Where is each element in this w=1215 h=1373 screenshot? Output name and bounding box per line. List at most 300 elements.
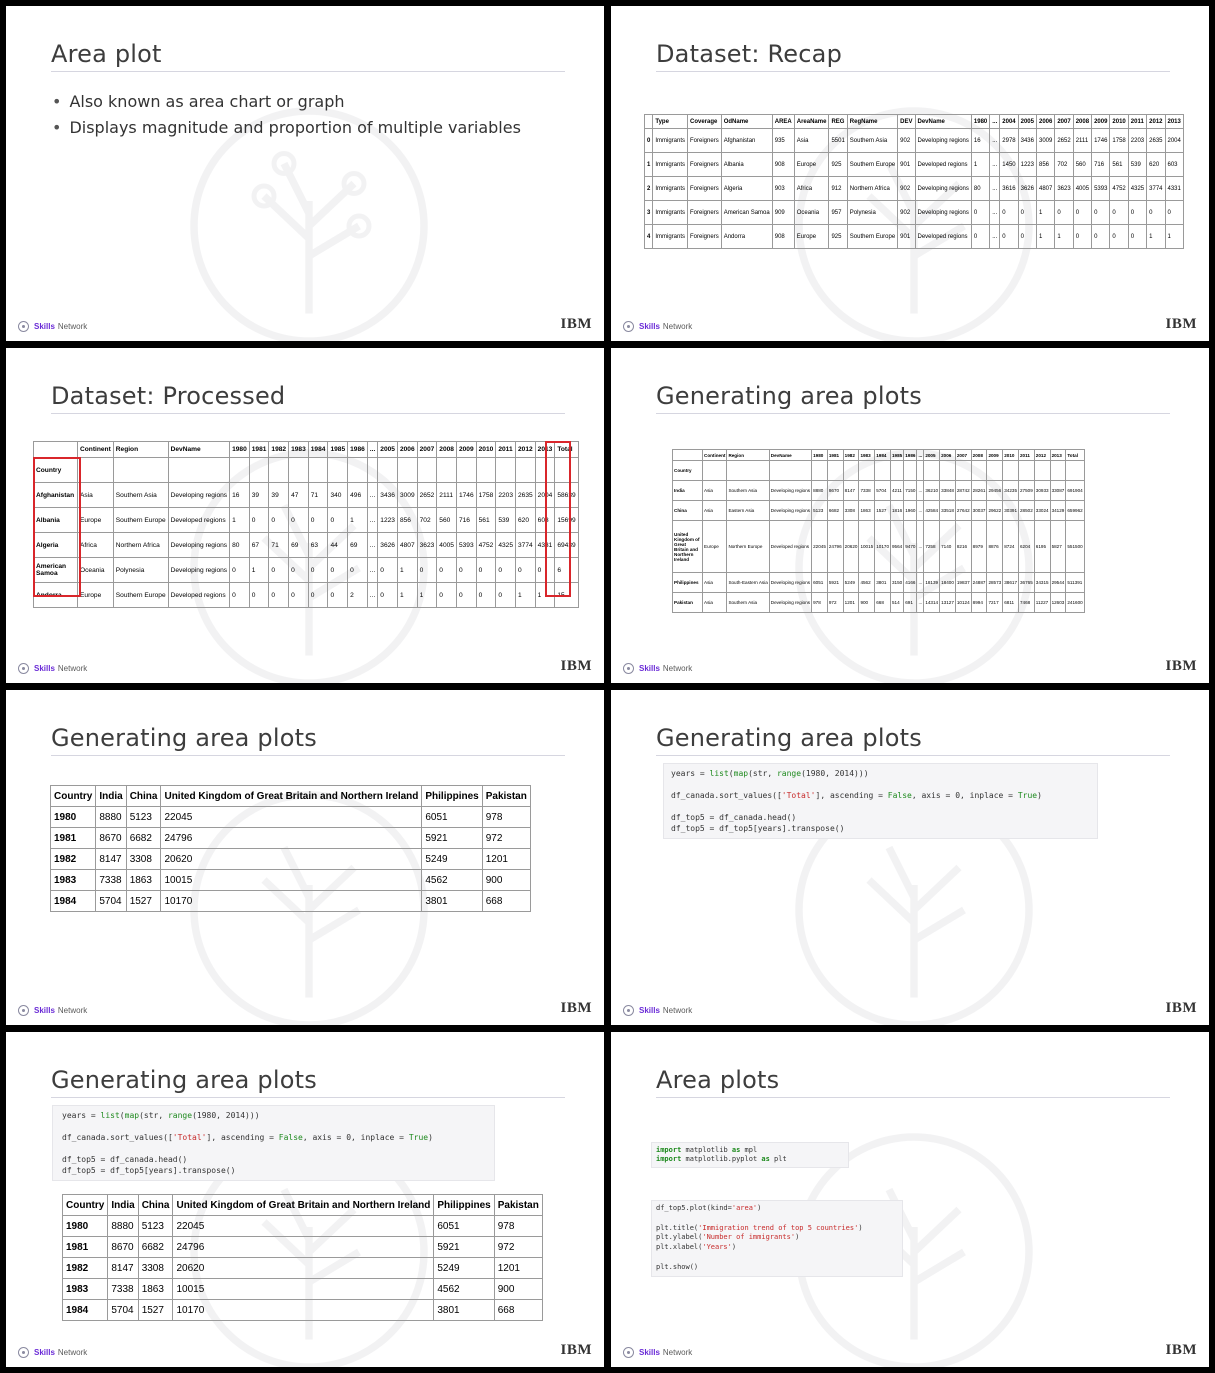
table-cell: 903 [772,177,794,201]
table-row [63,1300,543,1321]
table-cell: 0 [1092,225,1110,249]
column-header: OdName [721,115,772,129]
column-header: 2008 [437,442,457,458]
table-cell: 702 [417,508,437,533]
table-cell: 1 [535,583,555,608]
code-line: plt.show() [656,1262,699,1271]
table-cell: 900 [859,593,875,613]
column-header: 2009 [456,442,476,458]
table-cell: 668 [494,1300,542,1321]
table-cell: 902 [898,129,915,153]
table-cell: Europe [78,508,114,533]
brand-network: Network [57,1006,88,1015]
table-row [673,481,1085,501]
table-cell: 1201 [482,849,530,870]
table-cell: 4166 [904,573,917,593]
table-cell: 0 [249,508,269,533]
table-cell: Asia [78,483,114,508]
table-cell: 4807 [1036,177,1054,201]
row-label: American Samoa [34,558,78,583]
column-header: 2007 [417,442,437,458]
table-cell: ... [990,201,1000,225]
table-cell: 34129 [1050,501,1066,521]
table-row [673,501,1085,521]
slide-dataset-processed [6,348,604,683]
column-header: 1985 [328,442,348,458]
table-cell: 11227 [1034,593,1050,613]
column-header: 2013 [1050,450,1066,461]
table-cell: 1 [515,583,535,608]
table-cell: Asia [703,481,727,501]
table-index-row [673,461,1085,481]
table-cell: 3436 [1018,129,1036,153]
table-cell: 8670 [108,1237,138,1258]
brand-network: Network [57,1348,88,1357]
ibm-logo-text: IBM [560,316,592,332]
table-cell: 0 [417,558,437,583]
table-cell: 71 [308,483,328,508]
table-cell: 7468 [1019,593,1035,613]
slide-title: Generating area plots [656,382,1170,414]
table-cell: 0 [437,583,457,608]
row-label: India [673,481,703,501]
table-header-row [63,1195,543,1216]
row-label: 1984 [51,891,96,912]
brand-network: Network [57,664,88,673]
empty-cell [456,458,476,483]
table-cell: 603 [535,508,555,533]
column-header: Total [1066,450,1084,461]
skills-network-logo [18,1347,87,1358]
table-cell: 972 [827,593,843,613]
column-header: 2005 [1018,115,1036,129]
column-header: 2007 [955,450,971,461]
row-label: Algeria [34,533,78,558]
table-cell: 15 [555,583,578,608]
code-line [656,1253,898,1263]
table-row [673,573,1085,593]
table-cell: 1 [645,153,653,177]
column-header: Region [113,442,168,458]
table-header-row [645,115,1184,129]
table-cell: Developed regions [168,583,229,608]
empty-cell [812,461,828,481]
empty-cell [417,458,437,483]
column-header: China [126,786,161,807]
empty-cell [249,458,269,483]
table-cell: Developing regions [769,481,811,501]
table-cell: ... [367,483,378,508]
table-cell: 908 [772,153,794,177]
table-cell: 29622 [987,501,1003,521]
column-header: 2013 [535,442,555,458]
skills-network-logo [623,321,692,332]
table-cell: 47 [289,483,309,508]
table-row [34,508,579,533]
column-header: REG [829,115,847,129]
empty-cell [727,461,769,481]
column-header: 1982 [843,450,859,461]
table-cell: Developed regions [168,508,229,533]
row-label: 1982 [51,849,96,870]
column-header: 2005 [924,450,940,461]
column-header: 2004 [1000,115,1018,129]
table-cell: 4562 [859,573,875,593]
table-cell: 957 [829,201,847,225]
column-header: 2013 [1165,115,1183,129]
table-cell: Afghanistan [721,129,772,153]
table-cell: 1527 [138,1300,173,1321]
table-cell: Developing regions [769,593,811,613]
column-header: 1985 [891,450,904,461]
table-cell: 27509 [1019,481,1035,501]
table-cell: 925 [829,153,847,177]
empty-cell [269,458,289,483]
empty-cell [308,458,328,483]
table-cell: 80 [971,177,989,201]
ibm-logo [561,316,593,333]
table-cell: 7338 [96,870,126,891]
brand-skills: Skills [639,1348,660,1357]
table-cell: 0 [269,558,289,583]
table-cell: 5123 [138,1216,173,1237]
skills-network-logo [18,663,87,674]
table-cell: 0 [1073,225,1091,249]
table-cell: 67 [249,533,269,558]
table-cell: 659962 [1066,501,1084,521]
table-row [645,225,1184,249]
column-header: 2012 [1034,450,1050,461]
table-cell: 2203 [1128,129,1146,153]
column-header: China [138,1195,173,1216]
column-header: 1986 [904,450,917,461]
table-cell: 0 [348,558,368,583]
table-cell: ... [367,533,378,558]
empty-cell [769,461,811,481]
bullet-item: • Also known as area chart or graph [52,92,521,111]
table-cell: 5249 [422,849,482,870]
empty-cell [875,461,891,481]
table-cell: 935 [772,129,794,153]
table-cell: 900 [482,870,530,891]
slide-generating-area-plots-top5 [611,348,1209,683]
table-cell: 39 [249,483,269,508]
table-cell: 28573 [987,573,1003,593]
row-label: 1981 [51,828,96,849]
table-cell: 716 [1092,153,1110,177]
table-cell: 1201 [843,593,859,613]
column-header: 1986 [348,442,368,458]
table-cell: 19837 [955,573,971,593]
table-cell: 20620 [173,1258,434,1279]
table-cell: 3801 [434,1300,494,1321]
table-header-row [34,442,579,458]
table-cell: Immigrants [653,201,688,225]
table-cell: 1758 [476,483,496,508]
table-cell: Developing regions [168,558,229,583]
table-cell: 0 [1055,201,1073,225]
table-cell: 15699 [555,508,578,533]
table-cell: 6682 [827,501,843,521]
table-cell: 22045 [161,807,422,828]
empty-cell [397,458,417,483]
table-cell: 902 [898,177,915,201]
table-cell: 8147 [108,1258,138,1279]
code-line: import matplotlib as mpl [656,1146,758,1154]
table-cell: 3623 [417,533,437,558]
column-header: 1984 [875,450,891,461]
empty-cell [859,461,875,481]
skills-network-icon [18,1347,29,1358]
plot-code-block [651,1200,903,1277]
table-cell: 0 [230,558,250,583]
table-cell: 0 [535,558,555,583]
empty-cell [437,458,457,483]
code-line [62,1121,485,1132]
table-cell: Immigrants [653,225,688,249]
processed-table [33,441,579,608]
table-cell: 901 [898,153,915,177]
table-cell: 560 [437,508,457,533]
table-row [63,1216,543,1237]
table-cell: 3801 [422,891,482,912]
skills-network-logo [18,1005,87,1016]
column-header [645,115,653,129]
bullet-item: • Displays magnitude and proportion of multiple variables [52,118,521,137]
table-cell: 24796 [827,521,843,573]
table-cell: 691904 [1066,481,1084,501]
column-header: 2010 [1110,115,1128,129]
code-line: df_canada.sort_values(['Total'], ascending = False, axis = 0, inplace = True) [671,791,1042,800]
table-cell: 4752 [1110,177,1128,201]
table-cell: 71 [269,533,289,558]
table-cell: ... [367,508,378,533]
row-label: United Kingdom of Great Britain and Northern Ireland [673,521,703,573]
table-cell: 6195 [1034,521,1050,573]
table-row [51,891,531,912]
table-cell: Southern Asia [727,593,769,613]
column-header: Philippines [434,1195,494,1216]
table-cell: 3150 [891,573,904,593]
table-cell: 34315 [1034,573,1050,593]
table-cell: 6811 [1003,593,1019,613]
table-cell: Foreigners [688,225,722,249]
table-cell: 0 [1073,201,1091,225]
table-cell: 901 [898,225,915,249]
table-cell: 0 [289,508,309,533]
skills-network-icon [18,321,29,332]
table-cell: Asia [794,129,829,153]
table-cell: Southern Asia [847,129,897,153]
table-cell: 603 [1165,153,1183,177]
table-cell: 3801 [875,573,891,593]
skills-network-icon [623,663,634,674]
column-header: 1984 [308,442,328,458]
column-header: 1980 [812,450,828,461]
table-cell: ... [917,481,924,501]
table-cell: 58639 [555,483,578,508]
table-cell: 2004 [535,483,555,508]
column-header: Country [63,1195,108,1216]
column-header: Country [51,786,96,807]
table-cell: 14314 [924,593,940,613]
table-cell: Immigrants [653,129,688,153]
code-line: df_top5 = df_top5[years].transpose() [671,824,845,833]
table-cell: 10015 [859,521,875,573]
table-cell: 3308 [843,501,859,521]
table-cell: 900 [494,1279,542,1300]
table-cell: 6 [555,558,578,583]
table-cell: 702 [1055,153,1073,177]
table-cell: 42584 [924,501,940,521]
table-cell: 4331 [1165,177,1183,201]
table-cell: 16 [230,483,250,508]
table-cell: 909 [772,201,794,225]
table-cell: 7258 [924,521,940,573]
table-cell: Southern Europe [113,583,168,608]
column-header: 2009 [1092,115,1110,129]
row-label: Albania [34,508,78,533]
table-cell: 5704 [108,1300,138,1321]
brand-skills: Skills [34,664,55,673]
table-cell: 856 [1036,153,1054,177]
column-header: DevName [915,115,971,129]
skills-network-icon [18,663,29,674]
ibm-logo [561,658,593,675]
table-row [51,870,531,891]
column-header: Coverage [688,115,722,129]
slide-title: Area plots [656,1066,1170,1098]
table-cell: 0 [1128,225,1146,249]
empty-cell [496,458,516,483]
table-cell: Africa [794,177,829,201]
code-line: plt.title('Immigration trend of top 5 countries') [656,1223,863,1232]
table-cell: 5827 [1050,521,1066,573]
table-cell: 514 [891,593,904,613]
column-header: 2007 [1055,115,1073,129]
empty-cell [367,458,378,483]
table-cell: 511391 [1066,573,1084,593]
table-cell: 0 [328,558,348,583]
brand-skills: Skills [639,1006,660,1015]
brand-network: Network [57,322,88,331]
table-cell: ... [990,225,1000,249]
table-cell: 33024 [1034,501,1050,521]
brand-skills: Skills [34,1348,55,1357]
column-header: 2006 [940,450,956,461]
column-header: 1982 [269,442,289,458]
brand-network: Network [662,1006,693,1015]
table-cell: 7338 [859,481,875,501]
table-cell: 10124 [955,593,971,613]
empty-cell [168,458,229,483]
table-cell: 908 [772,225,794,249]
table-cell: 0 [1110,201,1128,225]
column-header: ... [367,442,378,458]
table-cell: 3009 [1036,129,1054,153]
table-cell: 8880 [812,481,828,501]
code-line: df_top5 = df_top5[years].transpose() [62,1166,236,1175]
empty-cell [1003,461,1019,481]
empty-cell [1066,461,1084,481]
skills-network-icon [623,321,634,332]
ibm-logo-text: IBM [1165,1342,1197,1358]
table-row [51,807,531,828]
table-cell: Immigrants [653,177,688,201]
table-cell: 2652 [1055,129,1073,153]
code-line: plt.ylabel('Number of immigrants') [656,1233,800,1242]
ibm-logo [561,1342,593,1359]
table-cell: 38617 [1003,573,1019,593]
table-cell: 1 [1036,201,1054,225]
table-cell: Africa [78,533,114,558]
table-cell: Foreigners [688,129,722,153]
table-cell: 3774 [515,533,535,558]
table-cell: 668 [875,593,891,613]
table-cell: 18139 [924,573,940,593]
code-block [663,763,1098,839]
table-cell: 0 [971,225,989,249]
table-row [645,129,1184,153]
empty-cell [703,461,727,481]
table-cell: 2 [645,177,653,201]
column-header: ... [990,115,1000,129]
table-cell: 978 [482,807,530,828]
table-cell: 4562 [434,1279,494,1300]
table-cell: 10170 [875,521,891,573]
column-header: Total [555,442,578,458]
row-label: 1983 [51,870,96,891]
table-cell: 0 [308,508,328,533]
table-cell: 8216 [955,521,971,573]
column-header: United Kingdom of Great Britain and Northern Ireland [173,1195,434,1216]
code-line: plt.xlabel('Years') [656,1243,737,1252]
ibm-logo [1166,316,1198,333]
table-cell: 28261 [971,481,987,501]
table-cell: 0 [269,508,289,533]
column-header: 1981 [827,450,843,461]
table-cell: Developing regions [168,533,229,558]
column-header: Philippines [422,786,482,807]
table-cell: 69 [348,533,368,558]
country-column-highlight [33,457,81,597]
index-label: Country [673,461,703,481]
table-cell: 1 [1147,225,1165,249]
table-cell: 2978 [1000,129,1018,153]
empty-cell [971,461,987,481]
table-cell: 716 [456,508,476,533]
table-cell: South-Eastern Asia [727,573,769,593]
table-cell: ... [990,177,1000,201]
table-cell: Oceania [78,558,114,583]
column-header: India [108,1195,138,1216]
table-cell: 10170 [173,1300,434,1321]
table-cell: 691 [904,593,917,613]
table-cell: 30933 [1034,481,1050,501]
brand-skills: Skills [639,322,660,331]
table-cell: 5704 [96,891,126,912]
table-row [51,849,531,870]
table-cell: 5249 [843,573,859,593]
table-cell: Southern Asia [113,483,168,508]
row-label: 1983 [63,1279,108,1300]
column-header: 2008 [1073,115,1091,129]
table-cell: 10015 [161,870,422,891]
slide-title: Dataset: Recap [656,40,1170,72]
table-cell: 1746 [1092,129,1110,153]
table-cell: Asia [703,573,727,593]
empty-cell [904,461,917,481]
